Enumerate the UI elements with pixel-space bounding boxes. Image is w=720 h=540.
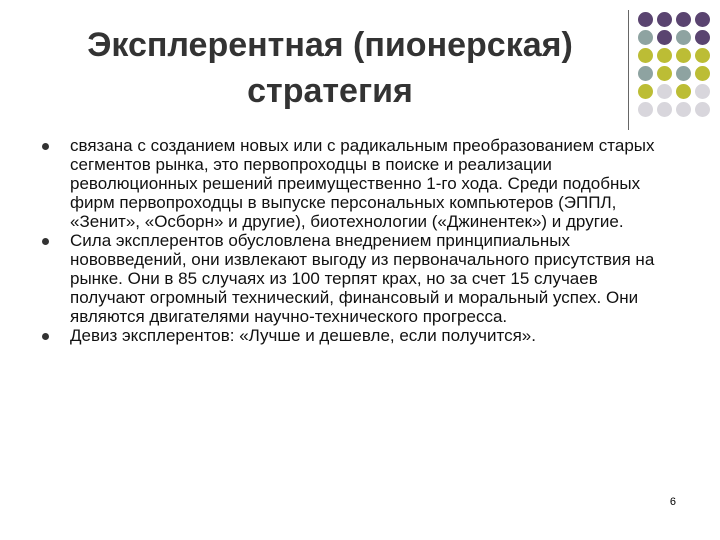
bullet-dot-icon <box>42 238 49 245</box>
bullet-list <box>42 136 672 345</box>
bullet-dot-icon <box>42 143 49 150</box>
slide-title-line-2: стратегия <box>247 72 413 110</box>
bullet-text: Девиз эксплерентов: «Лучше и дешевле, если получится». <box>70 326 536 345</box>
decorative-dot-1-3 <box>676 12 691 27</box>
decorative-vertical-line <box>628 10 629 130</box>
decorative-dot-1-2 <box>657 12 672 27</box>
bullet-text: Сила эксплерентов обусловлена внедрением принципиальных нововведений, они извлекают выгоду из первоначального присутствия на рынке. Они в 85 случаях из 100 терпят крах, но за счет 15 случаев получают огромный технический, финансовый и моральный успех. Они являются двигателями научно-технического прогресса. <box>70 231 655 326</box>
decorative-dot-3-1 <box>638 48 653 63</box>
decorative-dot-2-4 <box>695 30 710 45</box>
decorative-dot-6-3 <box>676 102 691 117</box>
decorative-dot-5-2 <box>657 84 672 99</box>
decorative-dot-1-1 <box>638 12 653 27</box>
decorative-dot-4-3 <box>676 66 691 81</box>
decorative-dot-4-4 <box>695 66 710 81</box>
decorative-dot-2-1 <box>638 30 653 45</box>
bullet-item-1 <box>42 136 672 231</box>
decorative-dot-3-2 <box>657 48 672 63</box>
decorative-dot-6-1 <box>638 102 653 117</box>
decorative-dot-grid <box>638 12 710 117</box>
slide-title <box>40 22 620 114</box>
decorative-dot-1-4 <box>695 12 710 27</box>
decorative-dot-6-2 <box>657 102 672 117</box>
slide-title-line-1: Эксплерентная (пионерская) <box>87 26 573 64</box>
decorative-dot-4-2 <box>657 66 672 81</box>
decorative-dot-3-3 <box>676 48 691 63</box>
bullet-item-3 <box>42 326 672 345</box>
decorative-dot-5-3 <box>676 84 691 99</box>
bullet-dot-icon <box>42 333 49 340</box>
bullet-text: связана с созданием новых или с радикальным преобразованием старых сегментов рынка, это первопроходцы в поиске и реализации революционных решений преимущественно 1-го хода. Среди подобных фирм первопроходцы в выпуске персональных компьютеров (ЭППЛ, «Зенит», «Осборн» и другие), биотехнологии («Джинентек») и другие. <box>70 136 655 231</box>
page-number: 6 <box>669 496 676 508</box>
decorative-dot-5-4 <box>695 84 710 99</box>
decorative-dot-3-4 <box>695 48 710 63</box>
decorative-dot-2-3 <box>676 30 691 45</box>
decorative-dot-5-1 <box>638 84 653 99</box>
bullet-item-2 <box>42 231 672 326</box>
decorative-dot-6-4 <box>695 102 710 117</box>
decorative-dot-2-2 <box>657 30 672 45</box>
decorative-dot-4-1 <box>638 66 653 81</box>
